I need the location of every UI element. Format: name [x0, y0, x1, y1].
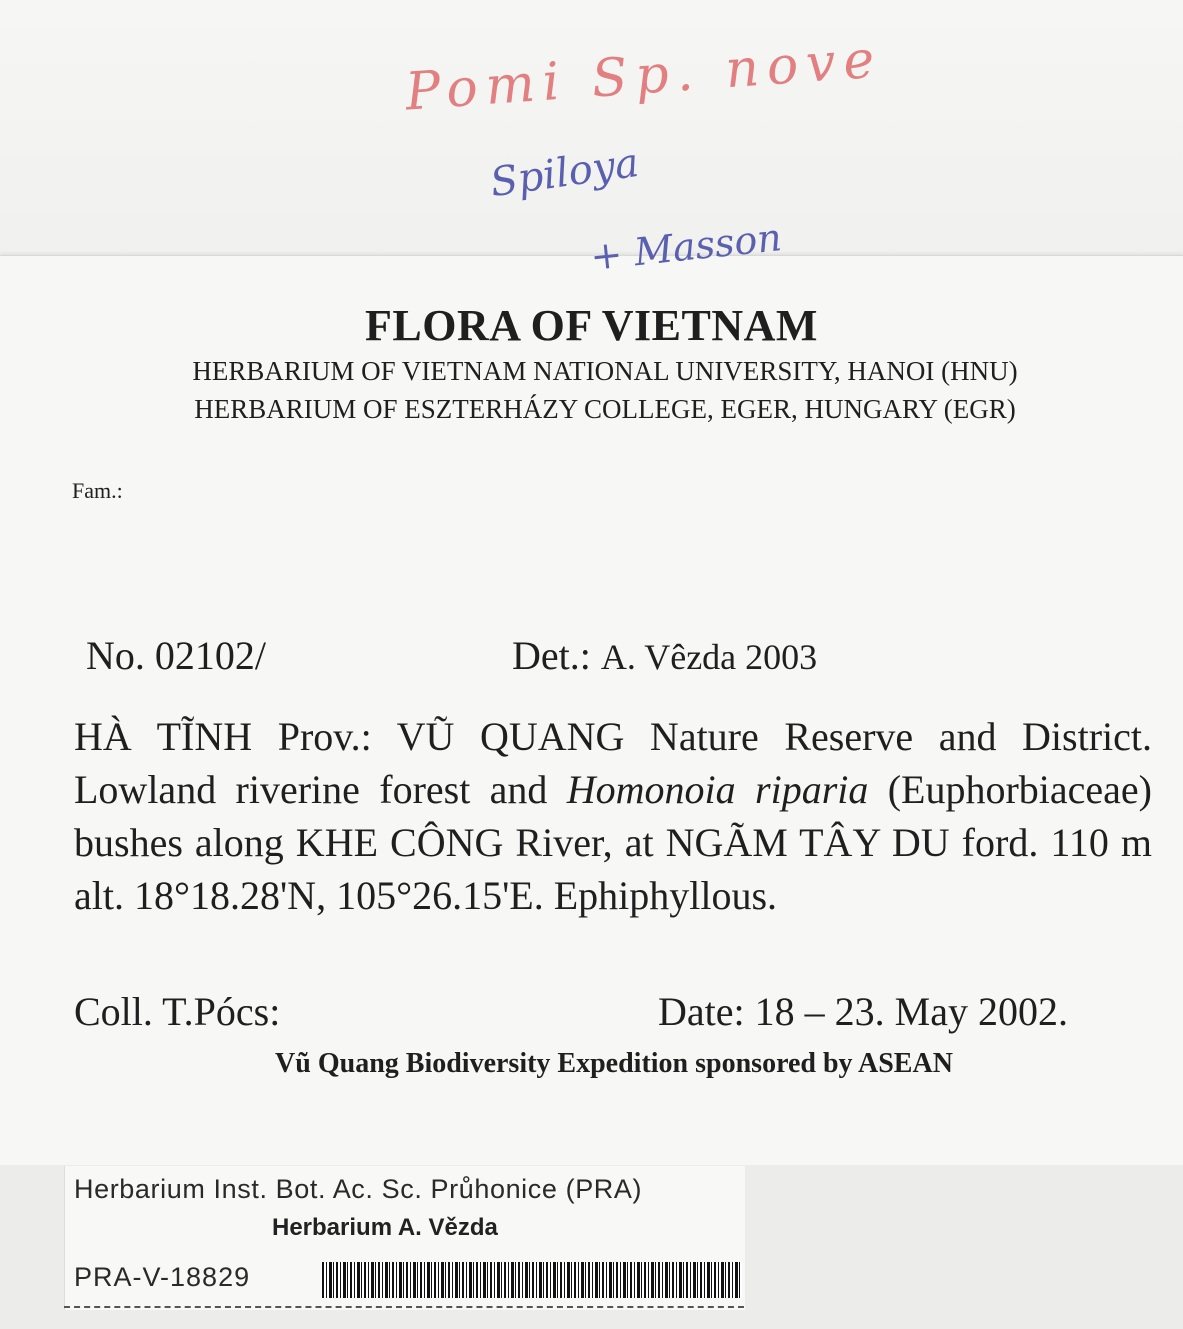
family-label: Fam.: — [72, 478, 123, 503]
pra-herbarium-label — [64, 1166, 745, 1310]
collection-date: Date: 18 – 23. May 2002. — [658, 989, 1068, 1034]
locality-text-1: HÀ TĨNH Prov.: VŨ QUANG Nature Reserve and District. Lowland riverine forest and — [74, 714, 1152, 812]
pencil-annotation-red: Pomi Sp. nove — [403, 29, 885, 123]
expedition-line: Vũ Quang Biodiversity Expedition sponsored by ASEAN — [275, 1048, 953, 1079]
pencil-annotation-blue-2: + Masson — [588, 215, 784, 279]
determination-value: A. Vêzda 2003 — [600, 637, 818, 677]
pencil-annotation-blue-1: Spiloya — [487, 139, 642, 207]
label-title: FLORA OF VIETNAM — [365, 301, 818, 350]
institution-line-2: HERBARIUM OF ESZTERHÁZY COLLEGE, EGER, HUNGARY (EGR) — [194, 394, 1016, 424]
specimen-number: No. 02102/ — [86, 633, 266, 678]
locality-text-2: (Euphorbiaceae) bushes along KHE CÔNG River, at NGÃM TÂY DU ford. 110 m alt. 18°18.28'N, 105°26.15'E. Ephiphyllous. — [74, 767, 1152, 918]
locality-taxon: Homonoia riparia — [566, 767, 869, 812]
institution-line-1: HERBARIUM OF VIETNAM NATIONAL UNIVERSITY, HANOI (HNU) — [192, 356, 1018, 386]
determination-label: Det.: — [512, 633, 591, 678]
collector: Coll. T.Pócs: — [74, 989, 281, 1034]
pra-institution: Herbarium Inst. Bot. Ac. Sc. Průhonice (PRA) — [74, 1174, 643, 1204]
barcode-icon — [322, 1262, 742, 1298]
dashed-cut-line — [64, 1306, 744, 1308]
determination — [512, 632, 817, 679]
pra-specimen-id: PRA-V-18829 — [74, 1262, 251, 1292]
locality-description — [74, 710, 1152, 922]
pra-herbarium-name: Herbarium A. Vězda — [272, 1214, 498, 1241]
